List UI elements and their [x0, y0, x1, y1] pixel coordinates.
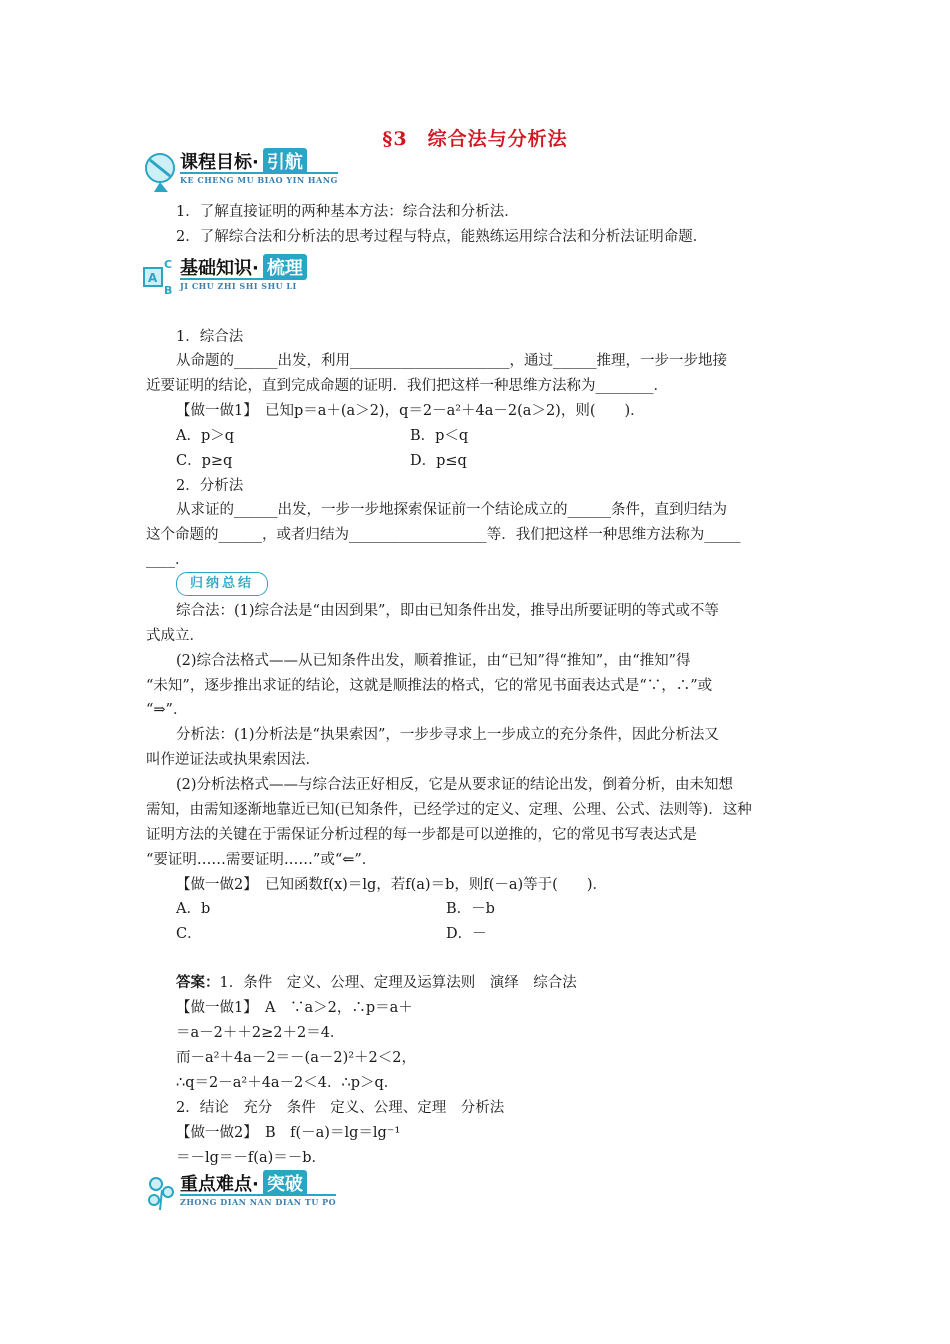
- summary-label: 归纳总结: [176, 572, 268, 596]
- summary-line-11: “要证明……需要证明……”或“⇐”．: [146, 852, 377, 868]
- section2-line2: 这个命题的______，或者归结为___________________等．我们把这样一种思维方法称为_____: [146, 527, 741, 543]
- svg-text:A: A: [148, 271, 158, 285]
- summary-line-1: 综合法：(1)综合法是“由因到果”，即由已知条件出发，推导出所要证明的等式或不等: [176, 603, 719, 619]
- section2-line3: ____．: [146, 552, 190, 568]
- keypoints-banner: [142, 1170, 382, 1216]
- summary-line-2: 式成立．: [146, 628, 204, 644]
- goal-item-1: 1．了解直接证明的两种基本方法：综合法和分析法．: [176, 204, 519, 220]
- answers-line-2: 【做一做1】 A ∵a＞2，∴p＝a＋: [176, 1000, 413, 1016]
- goals-banner: [142, 148, 362, 194]
- practice1-option-b: B．p＜q: [410, 428, 469, 444]
- basics-banner-pinyin: JI CHU ZHI SHI SHU LI: [180, 278, 297, 291]
- answers-line-4: 而－a²＋4a－2＝－(a－2)²＋2＜2，: [176, 1050, 416, 1066]
- section1-line1: 从命题的______出发，利用______________________，通过______推理，一步一步地接: [176, 353, 727, 369]
- summary-line-6: 分析法：(1)分析法是“执果索因”，一步步寻求上一步成立的充分条件，因此分析法又: [176, 727, 719, 743]
- summary-line-9: 需知，由需知逐渐地靠近已知(已知条件，已经学过的定义、定理、公理、公式、法则等)．这种: [146, 802, 752, 818]
- goals-banner-pinyin: KE CHENG MU BIAO YIN HANG: [180, 172, 338, 185]
- keypoints-banner-pinyin: ZHONG DIAN NAN DIAN TU PO: [180, 1194, 336, 1207]
- answers-line-6: 2．结论 充分 条件 定义、公理、定理 分析法: [176, 1100, 505, 1116]
- summary-line-7: 叫作逆证法或执果索因法．: [146, 752, 320, 768]
- section1-line2: 近要证明的结论，直到完成命题的证明．我们把这样一种思维方法称为________．: [146, 378, 668, 394]
- summary-line-5: “⇒”．: [146, 702, 188, 718]
- keypoints-banner-tag: 突破: [263, 1170, 307, 1196]
- section-title: §3 综合法与分析法: [382, 128, 568, 150]
- practice1-option-a: A．p＞q: [176, 428, 235, 444]
- basics-banner: [142, 254, 372, 300]
- svg-text:B: B: [164, 284, 173, 297]
- practice2-option-c: C．: [176, 926, 202, 942]
- section2-line1: 从求证的______出发，一步一步地探索保证前一个结论成立的______条件，直到归结为: [176, 502, 727, 518]
- basics-banner-title: 基础知识·: [180, 258, 259, 279]
- practice2-option-d: D．－: [446, 926, 487, 942]
- practice2-option-b: B．－b: [446, 901, 495, 917]
- summary-line-8: (2)分析法格式——与综合法正好相反，它是从要求证的结论出发，倒着分析，由未知想: [176, 777, 734, 793]
- goals-banner-tag: 引航: [263, 148, 307, 174]
- answers-label: 答案：: [176, 974, 220, 991]
- practice1-option-d: D．p≤q: [410, 453, 467, 469]
- svg-text:C: C: [164, 258, 173, 271]
- summary-line-10: 证明方法的关键在于需保证分析过程的每一步都是可以逆推的，它的常见书写表达式是: [146, 827, 697, 843]
- flower-icon: [142, 1170, 182, 1216]
- answers-line-7: 【做一做2】 B f(－a)＝lg＝lg⁻¹: [176, 1125, 401, 1141]
- practice2-option-a: A．b: [176, 901, 211, 917]
- answers-line-8: ＝－lg＝－f(a)＝－b．: [176, 1150, 327, 1166]
- goal-item-2: 2．了解综合法和分析法的思考过程与特点，能熟练运用综合法和分析法证明命题．: [176, 229, 708, 245]
- answers-line-1: [176, 973, 577, 993]
- practice2-question: 【做一做2】 已知函数f(x)＝lg，若f(a)＝b，则f(－a)等于( )．: [176, 877, 607, 893]
- goals-banner-title: 课程目标·: [180, 152, 259, 173]
- answers-text-1: 1．条件 定义、公理、定理及运算法则 演绎 综合法: [219, 975, 577, 991]
- section2-heading: 2．分析法: [176, 478, 244, 494]
- keypoints-banner-title: 重点难点·: [180, 1174, 259, 1195]
- practice1-option-c: C．p≥q: [176, 453, 233, 469]
- answers-line-5: ∴q＝2－a²＋4a－2＜4．∴p＞q．: [176, 1075, 399, 1091]
- practice1-question: 【做一做1】 已知p＝a＋(a＞2)，q＝2－a²＋4a－2(a＞2)，则( )．: [176, 403, 645, 419]
- basics-banner-tag: 梳理: [263, 254, 307, 280]
- answers-line-3: ＝a－2＋＋2≥2＋2＝4．: [176, 1025, 345, 1041]
- section1-heading: 1．综合法: [176, 329, 244, 345]
- summary-line-4: “未知”，逐步推出求证的结论，这就是顺推法的格式，它的常见书面表达式是“∵，∴”或: [146, 678, 713, 694]
- abc-blocks-icon: [142, 254, 182, 300]
- summary-line-3: (2)综合法格式——从已知条件出发，顺着推证，由“已知”得“推知”，由“推知”得: [176, 653, 691, 669]
- satellite-dish-icon: [142, 148, 182, 194]
